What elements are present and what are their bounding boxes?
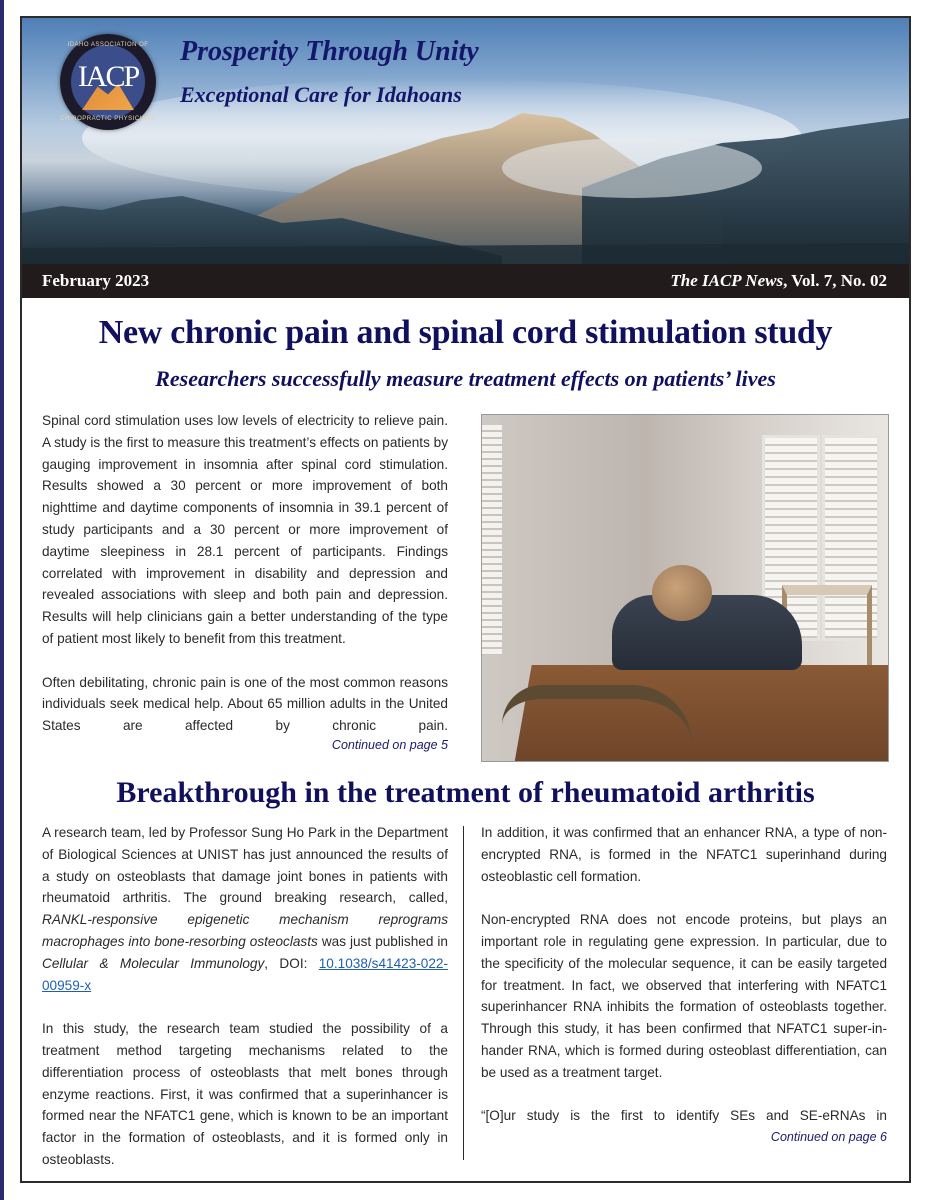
column-divider <box>463 826 464 1160</box>
newsletter-page <box>20 16 911 1183</box>
article1-headline: New chronic pain and spinal cord stimulation study <box>98 314 833 351</box>
person-head <box>652 565 712 621</box>
article1-subheadline: Researchers successfully measure treatment effects on patients’ lives <box>155 366 776 391</box>
masthead-banner <box>22 18 909 264</box>
article2-paragraph: In addition, it was confirmed that an enhancer RNA, a type of non-encrypted RNA, is formed in the NFATC1 superinhand during osteoblastic cell formation. <box>481 825 887 884</box>
tagline-primary: Prosperity Through Unity <box>180 36 479 67</box>
window-blinds-left <box>482 425 502 655</box>
issue-info <box>670 271 887 291</box>
seal-ring-bottom-text: CHIROPRACTIC PHYSICIANS <box>60 116 156 122</box>
article1-paragraph: Spinal cord stimulation uses low levels of electricity to relieve pain. A study is the first to measure this treatment’s effects on patients by gauging improvement in insomnia after spinal cord stimulation. Results showed a 30 percent or more improvement of both nighttime and daytime components of insomnia in 39.1 percent of study participants and a 30 percent or more improvement of daytime sleepiness in 28.1 percent of participants. Findings correlated with improvement in disability and depression and revealed associations with sleep and both pain and depression. Results will help clinicians gain a better understanding of the type of patient most likely to benefit from this treatment. <box>42 413 448 646</box>
issue-date: February 2023 <box>42 271 150 290</box>
seal-ring-top-text: IDAHO ASSOCIATION OF <box>67 42 149 48</box>
left-edge-strip <box>0 0 4 1200</box>
iacp-seal-icon <box>60 34 156 130</box>
article2-paragraph <box>42 822 448 996</box>
article1-photo <box>481 414 889 762</box>
tagline-secondary: Exceptional Care for Idahoans <box>180 82 462 107</box>
journal-name: Cellular & Molecular Immunology <box>42 955 265 971</box>
publication-title: The IACP News <box>670 271 784 290</box>
chair-front <box>502 685 692 762</box>
study-title: RANKL-responsive epigenetic mechanism reprograms macrophages into bone-resorbing osteoclasts <box>42 912 448 949</box>
article1-paragraph: Often debilitating, chronic pain is one of the most common reasons individuals seek medical help. About 65 million adults in the United States are affected by chronic pain. <box>42 674 448 734</box>
article2-column-1 <box>42 822 448 1171</box>
article2-column-2 <box>481 822 887 1145</box>
doi-link[interactable]: 10.1038/s41423-022-00959-x <box>42 955 448 993</box>
dateline-bar <box>22 264 909 298</box>
article2-headline: Breakthrough in the treatment of rheumatoid arthritis <box>116 776 815 809</box>
article2-paragraph: In this study, the research team studied the possibility of a treatment method targeting mechanisms related to the differentiation process of osteoblasts that melt bones through enzyme reactions. First, it was confirmed that a superinhancer is formed near the NFATC1 gene, which is known to be an important factor in the formation of osteoblasts, and it is formed only in osteoblasts. <box>42 1021 448 1167</box>
article2-paragraph: “[O]ur study is the first to identify SEs and SE-eRNAs in <box>481 1108 887 1124</box>
text-run: was just published in <box>317 933 448 949</box>
text-run: A research team, led by Professor Sung Ho Park in the Department of Biological Sciences at UNIST has just announced the results of a study on osteoblasts that damage joint bones in patients with rheumatoid arthritis. The ground breaking research, called, <box>42 825 448 906</box>
volume-number: , Vol. 7, No. 02 <box>783 271 887 290</box>
article1-continued-link[interactable]: Continued on page 5 <box>331 737 448 752</box>
text-run: , DOI: <box>264 955 319 971</box>
article2-continued-link[interactable]: Continued on page 6 <box>770 1130 887 1145</box>
article2-paragraph: Non-encrypted RNA does not encode proteins, but plays an important role in regulating gene expression. In particular, due to the specificity of the molecular sequence, it can be easily targeted for treatment. In fact, we observed that interfering with NFATC1 superinhancer RNA inhibits the formation of osteoblasts together. Through this study, it has been confirmed that NFATC1 super-in-hander RNA, which is formed during osteoblast differentiation, can be used as a treatment target. <box>481 912 887 1080</box>
seal-mark: IACP <box>77 60 139 93</box>
article1-body <box>42 410 448 753</box>
